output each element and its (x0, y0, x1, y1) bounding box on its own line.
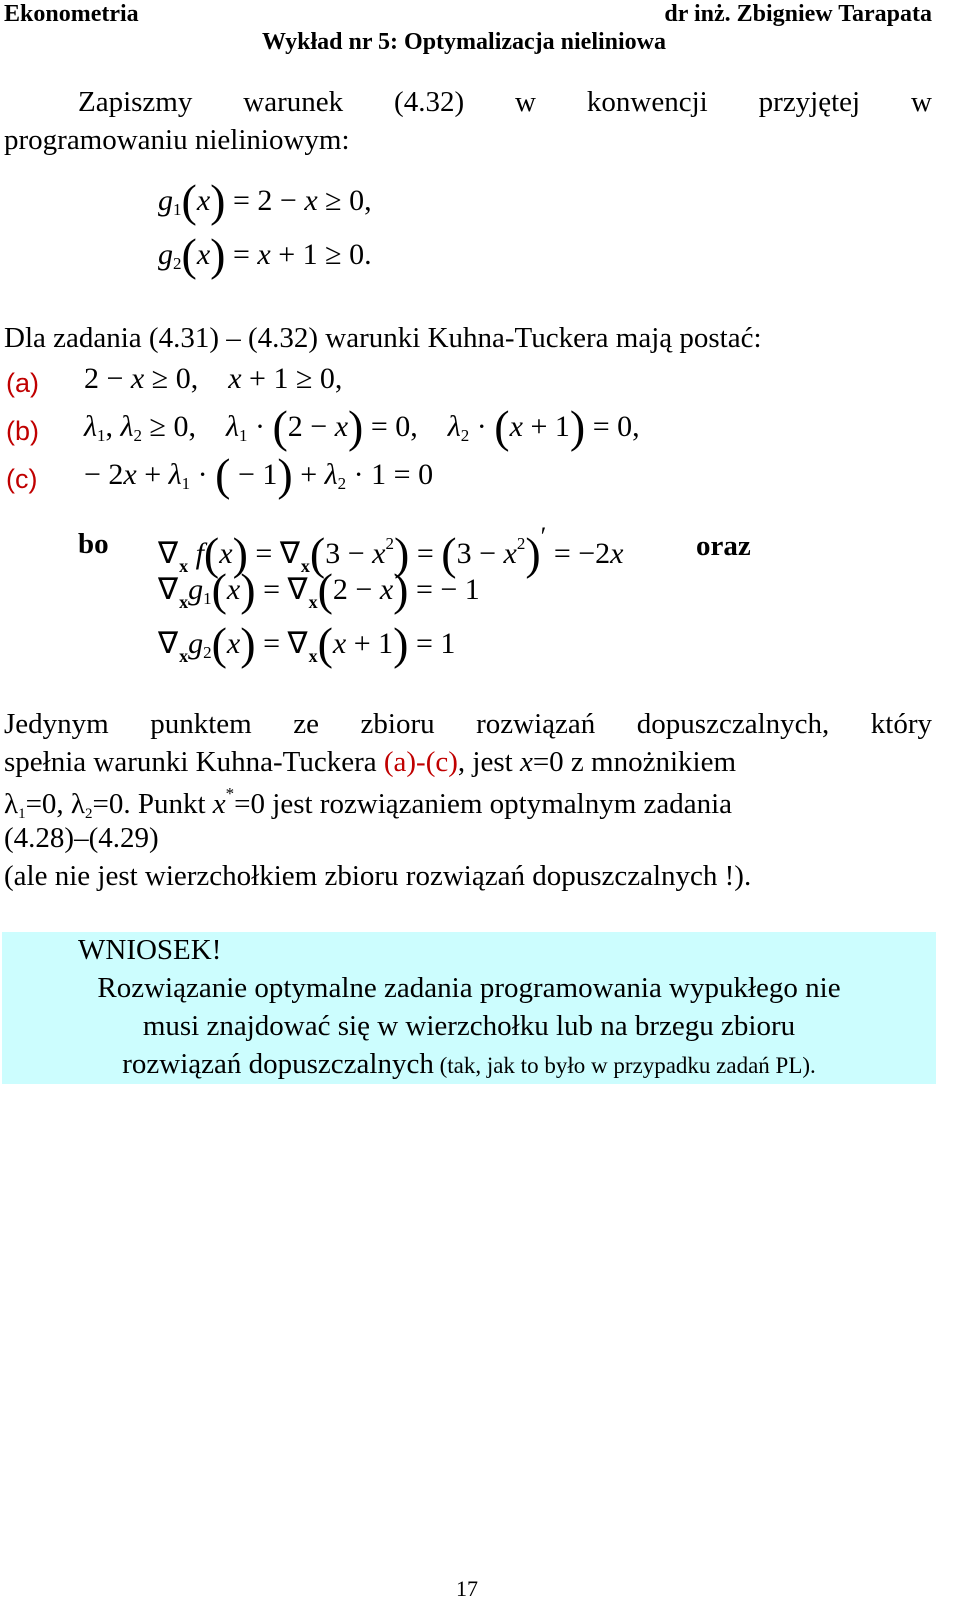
header-subject: Ekonometria (4, 1, 139, 27)
paragraph-line-4: (4.28)–(4.29) (4, 822, 159, 854)
intro-line-1: Zapiszmy warunek (4.32) w konwencji przyjętej w (78, 86, 932, 118)
paragraph-line-3: $\lambda_1=0$, $\lambda_2=0$. Punkt x*=0 jest rozwiązaniem optymalnym zadania (4, 784, 733, 822)
header-author: dr inż. Zbigniew Tarapata (664, 1, 932, 27)
intro-line-2: programowaniu nieliniowym: (4, 124, 350, 156)
label-a: (a) (6, 368, 39, 398)
conclusion-title: WNIOSEK! (78, 934, 222, 966)
page-number: 17 (456, 1576, 478, 1601)
label-b: (b) (6, 416, 39, 446)
kkt-intro: Dla zadania (4.31) – (4.32) warunki Kuhna-Tuckera mają postać: (4, 322, 762, 354)
condition-a: 2 − x ≥ 0, x + 1 ≥ 0, (84, 362, 343, 395)
condition-c: − $2x + \lambda_1$ · ( − $1) + \lambda_2 \cdot 1 = 0$ (84, 449, 434, 500)
gradient-f: $\nabla_x$ $f(x) = \nabla_x(3 - x^2) = (3 - x^2)' = -2x$ (158, 522, 624, 579)
label-c: (c) (6, 464, 38, 494)
condition-b: $\lambda_1$, $\lambda_2 \ge 0$, $\lambda_1 \cdot (2 - x) = 0$, $\lambda_2 \cdot (x + 1) = 0$, (84, 401, 640, 452)
label-oraz: oraz (696, 530, 751, 562)
gradient-g1: $\nabla_xg_1(x) = \nabla_x(2 - x)$ = − 1 (158, 564, 480, 615)
equation-g1: $g_1(x) = 2 - x \ge 0$, (158, 175, 372, 226)
conclusion-line-3: rozwiązań dopuszczalnych (tak, jak to było w przypadku zadań PL). (122, 1048, 816, 1080)
gradient-g2: $\nabla_xg_2(x) = \nabla_x(x + 1) = 1$ (158, 618, 456, 669)
paragraph-line-1: Jedynym punktem ze zbioru rozwiązań dopuszczalnych, który (4, 708, 932, 740)
paragraph-line-2: spełnia warunki Kuhna-Tuckera (a)-(c), jest x=0 z mnożnikiem (4, 746, 737, 778)
conclusion-line-1: Rozwiązanie optymalne zadania programowania wypukłego nie (97, 972, 841, 1004)
reference-a-c: (a)-(c) (383, 746, 458, 778)
paragraph-line-5: (ale nie jest wierzchołkiem zbioru rozwiązań dopuszczalnych !). (4, 860, 752, 892)
conclusion-line-2: musi znajdować się w wierzchołku lub na brzegu zbioru (142, 1010, 796, 1042)
header-lecture-title: Wykład nr 5: Optymalizacja nieliniowa (262, 29, 667, 55)
label-bo: bo (78, 528, 109, 560)
equation-g2: $g_2(x) = x + 1 \ge 0$. (158, 229, 372, 280)
